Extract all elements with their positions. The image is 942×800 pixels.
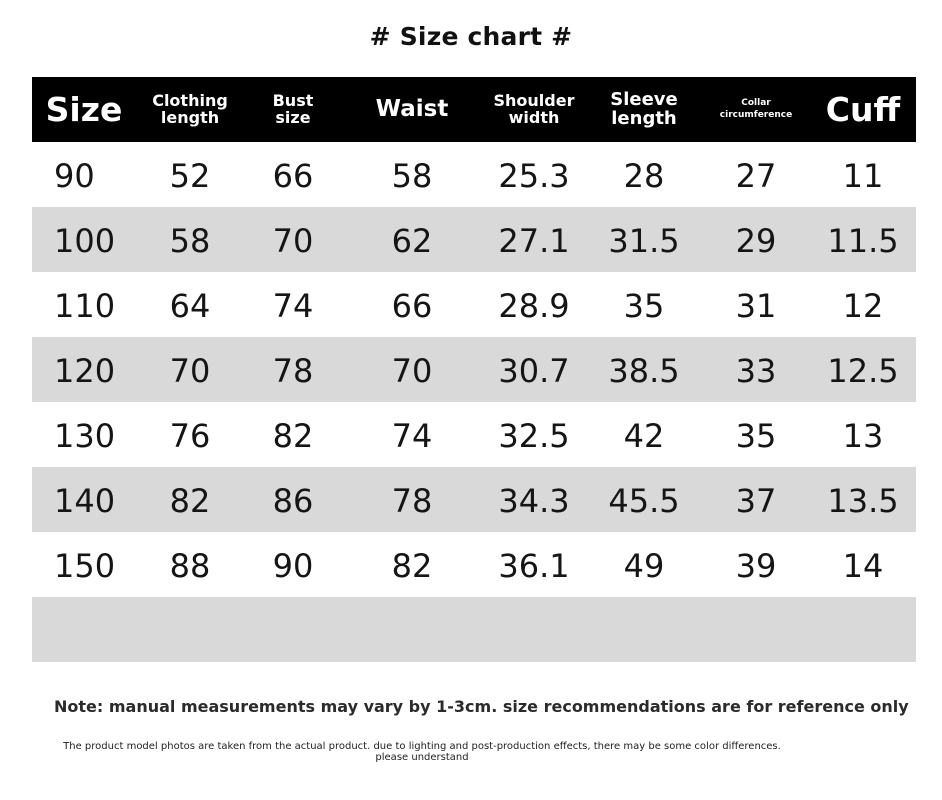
cell-shoulder-width: 27.1 [498,221,570,260]
size-chart-table [32,77,916,662]
cell-bust-size: 78 [272,351,314,390]
cell-size: 90 [54,156,95,195]
header-sleeve-length-line1: Sleeve [610,88,678,110]
cell-collar: 37 [735,481,777,520]
header-shoulder-width-line1: Shoulder [493,90,575,110]
header-size-label: Size [45,90,123,129]
cell-bust-size: 66 [272,156,314,195]
color-disclaimer-line1: The product model photos are taken from the actual product. due to lighting and post-production effects, there may be some color differences. [63,741,781,752]
cell-clothing-length: 82 [169,481,211,520]
measurement-note: Note: manual measurements may vary by 1-3cm. size recommendations are for reference only [54,697,909,716]
cell-collar: 33 [735,351,777,390]
cell-clothing-length: 76 [169,416,211,455]
header-clothing-length-line1: Clothing [152,90,228,110]
cell-bust-size: 82 [272,416,314,455]
cell-sleeve-length: 28 [623,156,665,195]
cell-cuff: 13 [842,416,884,455]
cell-waist: 70 [391,351,433,390]
cell-bust-size: 70 [272,221,314,260]
cell-clothing-length: 64 [169,286,211,325]
header-waist [342,98,482,121]
header-waist-label: Waist [375,96,449,122]
cell-bust-size: 74 [272,286,314,325]
cell-bust-size: 86 [272,481,314,520]
cell-collar: 35 [735,416,777,455]
table-row [32,402,916,467]
cell-cuff: 12.5 [827,351,899,390]
header-bust-size [244,90,342,127]
cell-clothing-length: 70 [169,351,211,390]
header-collar-circumference [702,98,810,121]
cell-cuff: 11 [842,156,884,195]
header-shoulder-width [482,90,586,127]
cell-clothing-length: 52 [169,156,211,195]
cell-waist: 82 [391,546,433,585]
cell-size: 120 [54,351,116,390]
color-disclaimer [30,741,814,763]
table-row [32,467,916,532]
header-bust-size-line1: Bust [272,90,314,110]
header-collar-line1: Collar [741,98,771,109]
page-title: # Size chart # [369,22,573,51]
cell-cuff: 12 [842,286,884,325]
cell-sleeve-length: 31.5 [608,221,680,260]
header-sleeve-length-line2: length [611,107,677,129]
header-bust-size-line2: size [275,107,311,127]
cell-size: 150 [54,546,116,585]
header-sleeve-length [586,88,702,129]
cell-sleeve-length: 38.5 [608,351,680,390]
cell-clothing-length: 88 [169,546,211,585]
header-size [32,90,136,129]
cell-shoulder-width: 28.9 [498,286,570,325]
cell-shoulder-width: 32.5 [498,416,570,455]
table-row [32,272,916,337]
header-cuff [810,90,916,129]
cell-size: 110 [54,286,116,325]
cell-sleeve-length: 49 [623,546,665,585]
cell-collar: 31 [735,286,777,325]
table-row [32,337,916,402]
header-shoulder-width-line2: width [508,107,560,127]
cell-waist: 74 [391,416,433,455]
cell-shoulder-width: 30.7 [498,351,570,390]
cell-waist: 78 [391,481,433,520]
cell-collar: 39 [735,546,777,585]
cell-shoulder-width: 36.1 [498,546,570,585]
header-clothing-length [136,90,244,127]
cell-shoulder-width: 25.3 [498,156,570,195]
header-cuff-label: Cuff [825,90,901,129]
cell-shoulder-width: 34.3 [498,481,570,520]
cell-collar: 27 [735,156,777,195]
table-row [32,142,916,207]
color-disclaimer-line2: please understand [375,752,469,763]
cell-waist: 62 [391,221,433,260]
cell-cuff: 13.5 [827,481,899,520]
cell-sleeve-length: 42 [623,416,665,455]
table-header [32,77,916,142]
cell-waist: 66 [391,286,433,325]
cell-cuff: 11.5 [827,221,899,260]
cell-sleeve-length: 35 [623,286,665,325]
cell-size: 100 [54,221,116,260]
header-clothing-length-line2: length [160,107,220,127]
cell-cuff: 14 [842,546,884,585]
table-row [32,207,916,272]
header-collar-line2: circumference [719,109,793,120]
table-row [32,532,916,597]
cell-size: 130 [54,416,116,455]
cell-collar: 29 [735,221,777,260]
cell-clothing-length: 58 [169,221,211,260]
cell-bust-size: 90 [272,546,314,585]
cell-size: 140 [54,481,116,520]
cell-waist: 58 [391,156,433,195]
cell-sleeve-length: 45.5 [608,481,680,520]
table-row-empty [32,597,916,662]
